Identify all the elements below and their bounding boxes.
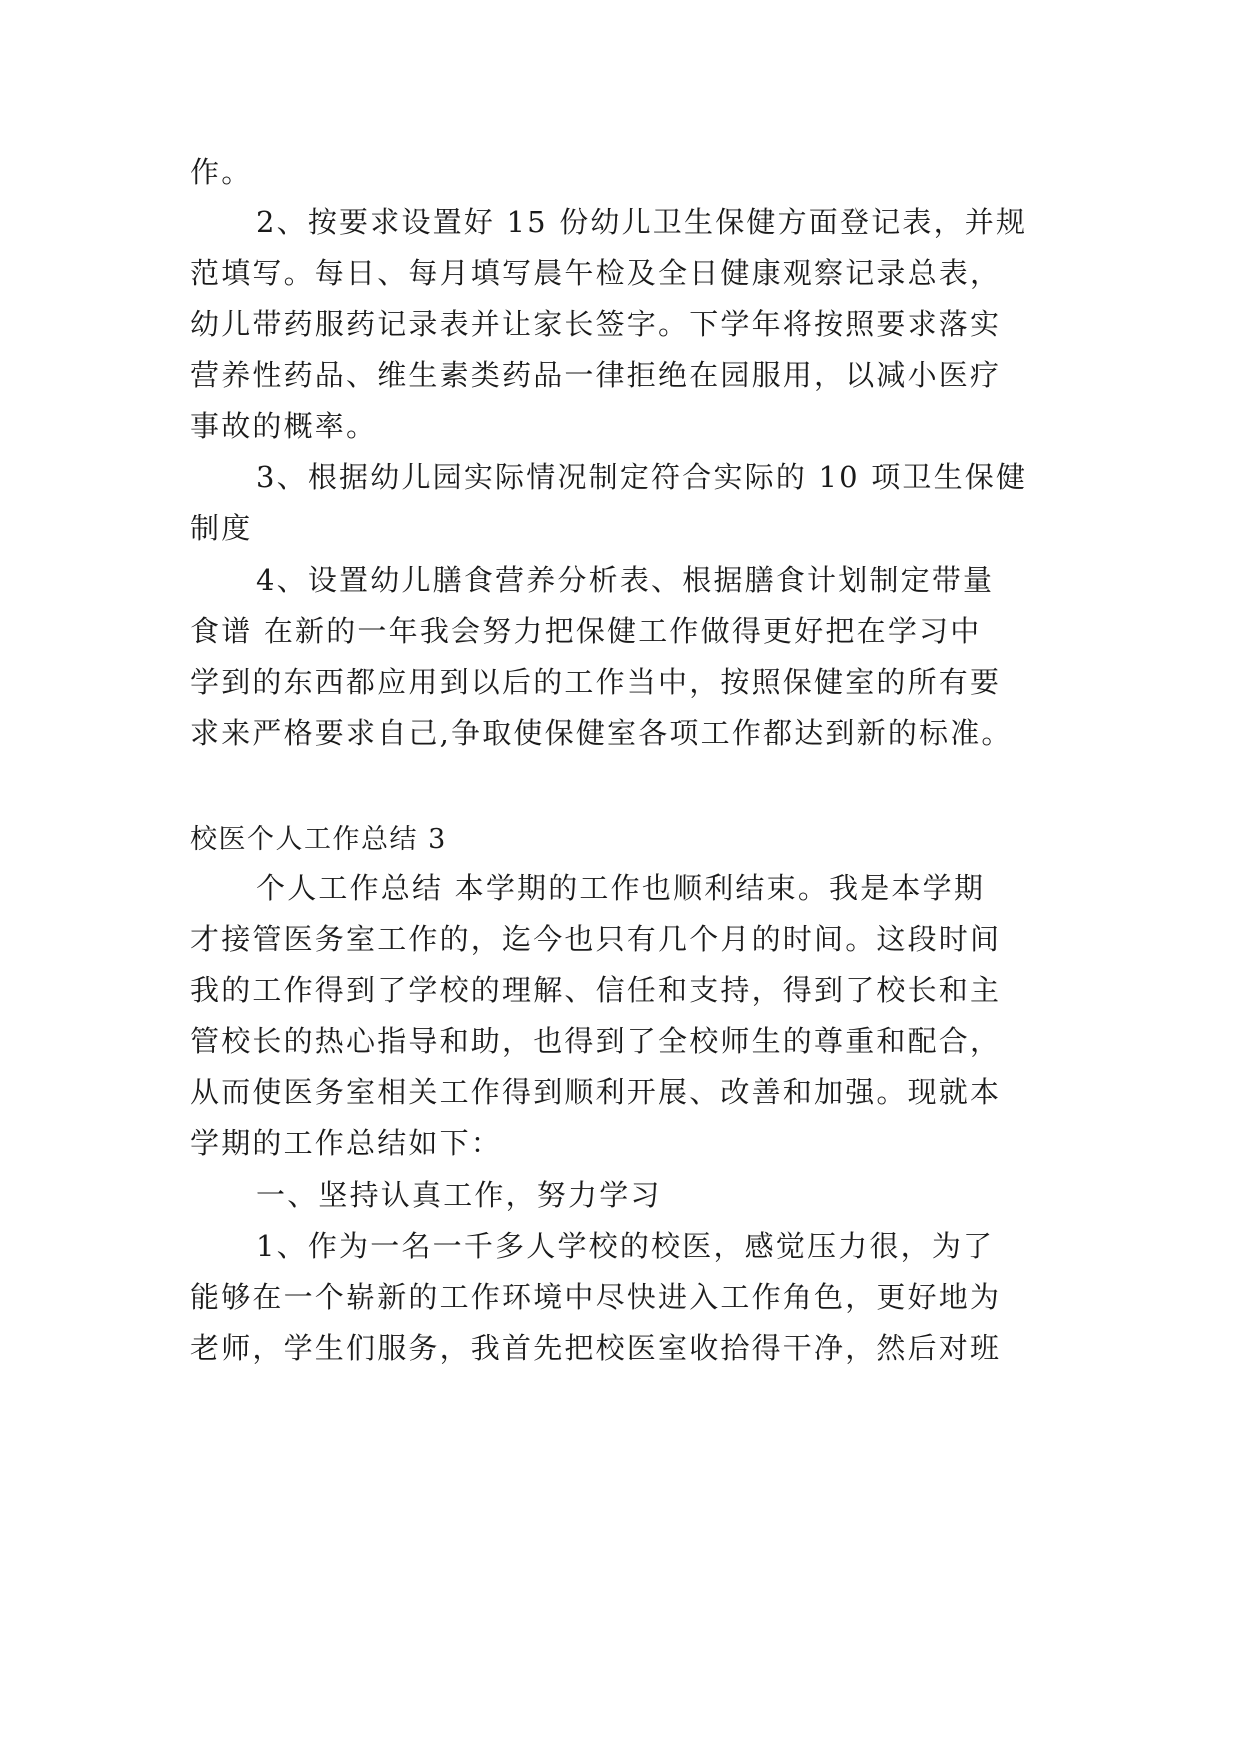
text-line: 1、作为一名一千多人学校的校医，感觉压力很，为了 <box>256 1229 995 1263</box>
text-line: 幼儿带药服药记录表并让家长签字。下学年将按照要求落实 <box>190 307 1002 341</box>
text-line: 才接管医务室工作的，迄今也只有几个月的时间。这段时间 <box>190 922 1002 956</box>
text-line: 制度 <box>190 511 253 545</box>
text-line: 我的工作得到了学校的理解、信任和支持，得到了校长和主 <box>190 973 1002 1007</box>
text-line: 学到的东西都应用到以后的工作当中，按照保健室的所有要 <box>190 665 1002 699</box>
text-line: 管校长的热心指导和助，也得到了全校师生的尊重和配合， <box>190 1024 1002 1058</box>
text-line: 从而使医务室相关工作得到顺利开展、改善和加强。现就本 <box>190 1075 1002 1109</box>
text-line: 作。 <box>190 155 253 189</box>
text-line: 食谱 在新的一年我会努力把保健工作做得更好把在学习中 <box>190 614 982 648</box>
text-line: 2、按要求设置好 15 份幼儿卫生保健方面登记表，并规 <box>256 205 1028 239</box>
section-title: 校医个人工作总结 3 <box>190 824 447 855</box>
text-line: 事故的概率。 <box>190 409 378 443</box>
text-line: 求来严格要求自己,争取使保健室各项工作都达到新的标准。 <box>190 716 1013 750</box>
text-line: 老师，学生们服务，我首先把校医室收拾得干净，然后对班 <box>190 1331 1002 1365</box>
text-line: 能够在一个崭新的工作环境中尽快进入工作角色，更好地为 <box>190 1280 1002 1314</box>
text-line: 学期的工作总结如下： <box>190 1126 503 1160</box>
text-line: 4、设置幼儿膳食营养分析表、根据膳食计划制定带量 <box>256 563 995 597</box>
text-line: 3、根据幼儿园实际情况制定符合实际的 10 项卫生保健 <box>256 460 1028 494</box>
text-line: 个人工作总结 本学期的工作也顺利结束。我是本学期 <box>256 871 986 905</box>
subheading: 一、坚持认真工作，努力学习 <box>256 1178 662 1212</box>
text-line: 营养性药品、维生素类药品一律拒绝在园服用，以减小医疗 <box>190 358 1002 392</box>
text-line: 范填写。每日、每月填写晨午检及全日健康观察记录总表， <box>190 256 1002 290</box>
